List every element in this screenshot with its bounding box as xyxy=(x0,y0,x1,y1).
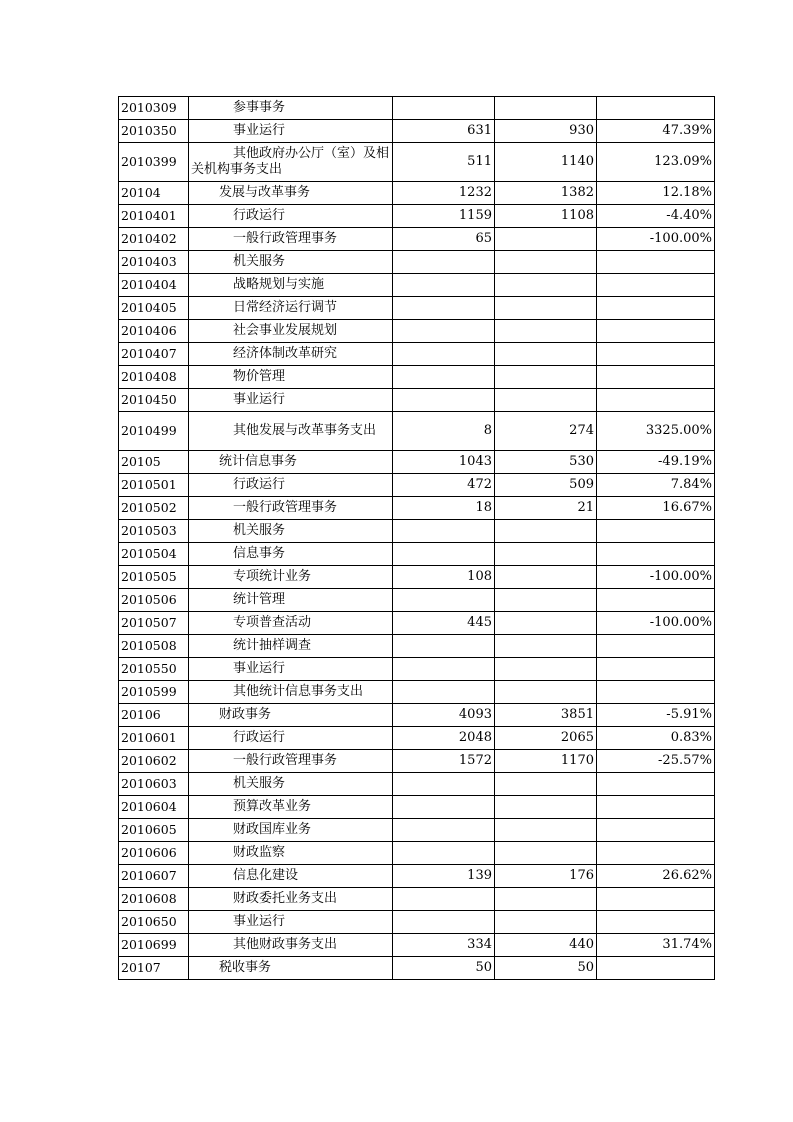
change-percent-cell xyxy=(597,773,715,796)
subject-code-cell: 2010503 xyxy=(119,520,189,543)
amount-cell-1 xyxy=(393,842,495,865)
subject-name-cell: 物价管理 xyxy=(189,366,393,389)
budget-expenditure-table xyxy=(118,96,715,980)
table-row xyxy=(119,773,715,796)
amount-cell-1 xyxy=(393,251,495,274)
subject-code-cell: 2010407 xyxy=(119,343,189,366)
table-row xyxy=(119,727,715,750)
amount-cell-1: 50 xyxy=(393,957,495,980)
amount-cell-2: 509 xyxy=(495,474,597,497)
subject-code-cell: 2010604 xyxy=(119,796,189,819)
amount-cell-2 xyxy=(495,343,597,366)
subject-code-cell: 20104 xyxy=(119,182,189,205)
table-row xyxy=(119,251,715,274)
change-percent-cell xyxy=(597,389,715,412)
subject-name-cell: 信息化建设 xyxy=(189,865,393,888)
subject-name-cell: 信息事务 xyxy=(189,543,393,566)
subject-code-cell: 2010402 xyxy=(119,228,189,251)
subject-name-cell: 一般行政管理事务 xyxy=(189,750,393,773)
subject-name-cell: 一般行政管理事务 xyxy=(189,497,393,520)
subject-code-cell: 2010650 xyxy=(119,911,189,934)
subject-code-cell: 20106 xyxy=(119,704,189,727)
change-percent-cell xyxy=(597,911,715,934)
change-percent-cell xyxy=(597,97,715,120)
table-row xyxy=(119,143,715,182)
change-percent-cell xyxy=(597,681,715,704)
subject-name-cell: 事业运行 xyxy=(189,389,393,412)
change-percent-cell: -5.91% xyxy=(597,704,715,727)
subject-name-cell: 经济体制改革研究 xyxy=(189,343,393,366)
subject-code-cell: 2010602 xyxy=(119,750,189,773)
table-row xyxy=(119,911,715,934)
amount-cell-1: 18 xyxy=(393,497,495,520)
change-percent-cell xyxy=(597,520,715,543)
amount-cell-2 xyxy=(495,389,597,412)
table-row xyxy=(119,297,715,320)
amount-cell-2 xyxy=(495,543,597,566)
amount-cell-2 xyxy=(495,566,597,589)
subject-name-cell: 行政运行 xyxy=(189,474,393,497)
amount-cell-2 xyxy=(495,796,597,819)
change-percent-cell xyxy=(597,343,715,366)
subject-code-cell: 2010404 xyxy=(119,274,189,297)
amount-cell-2 xyxy=(495,520,597,543)
amount-cell-1: 65 xyxy=(393,228,495,251)
amount-cell-1 xyxy=(393,658,495,681)
amount-cell-1 xyxy=(393,320,495,343)
subject-name-cell: 其他政府办公厅（室）及相关机构事务支出 xyxy=(189,143,393,182)
change-percent-cell xyxy=(597,888,715,911)
amount-cell-2: 440 xyxy=(495,934,597,957)
change-percent-cell: 16.67% xyxy=(597,497,715,520)
table-row xyxy=(119,589,715,612)
subject-code-cell: 2010605 xyxy=(119,819,189,842)
subject-name-cell: 事业运行 xyxy=(189,658,393,681)
subject-name-cell: 事业运行 xyxy=(189,120,393,143)
amount-cell-1 xyxy=(393,681,495,704)
table-row xyxy=(119,842,715,865)
subject-code-cell: 2010607 xyxy=(119,865,189,888)
change-percent-cell xyxy=(597,543,715,566)
table-row xyxy=(119,934,715,957)
subject-name-cell: 一般行政管理事务 xyxy=(189,228,393,251)
change-percent-cell xyxy=(597,366,715,389)
amount-cell-2 xyxy=(495,888,597,911)
amount-cell-2: 930 xyxy=(495,120,597,143)
change-percent-cell: 7.84% xyxy=(597,474,715,497)
amount-cell-1: 8 xyxy=(393,412,495,451)
amount-cell-2 xyxy=(495,681,597,704)
amount-cell-2 xyxy=(495,635,597,658)
table-row xyxy=(119,451,715,474)
amount-cell-1: 1043 xyxy=(393,451,495,474)
amount-cell-2 xyxy=(495,297,597,320)
subject-name-cell: 其他发展与改革事务支出 xyxy=(189,412,393,451)
subject-name-cell: 行政运行 xyxy=(189,205,393,228)
subject-name-cell: 机关服务 xyxy=(189,251,393,274)
subject-code-cell: 2010506 xyxy=(119,589,189,612)
subject-code-cell: 2010408 xyxy=(119,366,189,389)
amount-cell-1 xyxy=(393,389,495,412)
subject-code-cell: 2010505 xyxy=(119,566,189,589)
table-row xyxy=(119,566,715,589)
amount-cell-1 xyxy=(393,366,495,389)
amount-cell-1: 1572 xyxy=(393,750,495,773)
amount-cell-1 xyxy=(393,297,495,320)
amount-cell-2: 3851 xyxy=(495,704,597,727)
change-percent-cell: -4.40% xyxy=(597,205,715,228)
amount-cell-1: 139 xyxy=(393,865,495,888)
change-percent-cell xyxy=(597,274,715,297)
subject-code-cell: 2010599 xyxy=(119,681,189,704)
table-row xyxy=(119,635,715,658)
amount-cell-1: 108 xyxy=(393,566,495,589)
subject-name-cell: 税收事务 xyxy=(189,957,393,980)
subject-name-cell: 机关服务 xyxy=(189,773,393,796)
table-row xyxy=(119,205,715,228)
amount-cell-1 xyxy=(393,819,495,842)
table-row xyxy=(119,658,715,681)
amount-cell-1 xyxy=(393,543,495,566)
table-row xyxy=(119,888,715,911)
change-percent-cell xyxy=(597,796,715,819)
table-row xyxy=(119,389,715,412)
change-percent-cell xyxy=(597,251,715,274)
change-percent-cell: 31.74% xyxy=(597,934,715,957)
change-percent-cell: 47.39% xyxy=(597,120,715,143)
amount-cell-1: 631 xyxy=(393,120,495,143)
subject-code-cell: 2010450 xyxy=(119,389,189,412)
subject-name-cell: 统计管理 xyxy=(189,589,393,612)
amount-cell-1: 445 xyxy=(393,612,495,635)
amount-cell-1 xyxy=(393,97,495,120)
table-row xyxy=(119,228,715,251)
table-row xyxy=(119,497,715,520)
subject-code-cell: 2010508 xyxy=(119,635,189,658)
amount-cell-2 xyxy=(495,97,597,120)
amount-cell-2: 21 xyxy=(495,497,597,520)
change-percent-cell xyxy=(597,819,715,842)
subject-code-cell: 2010502 xyxy=(119,497,189,520)
subject-code-cell: 20105 xyxy=(119,451,189,474)
amount-cell-1 xyxy=(393,589,495,612)
subject-code-cell: 2010406 xyxy=(119,320,189,343)
amount-cell-2 xyxy=(495,842,597,865)
subject-code-cell: 2010403 xyxy=(119,251,189,274)
amount-cell-1 xyxy=(393,888,495,911)
subject-name-cell: 事业运行 xyxy=(189,911,393,934)
subject-code-cell: 2010608 xyxy=(119,888,189,911)
subject-name-cell: 财政事务 xyxy=(189,704,393,727)
subject-name-cell: 预算改革业务 xyxy=(189,796,393,819)
amount-cell-1 xyxy=(393,343,495,366)
subject-code-cell: 2010405 xyxy=(119,297,189,320)
amount-cell-1: 1159 xyxy=(393,205,495,228)
subject-name-cell: 统计抽样调查 xyxy=(189,635,393,658)
amount-cell-1: 511 xyxy=(393,143,495,182)
table-row xyxy=(119,474,715,497)
subject-code-cell: 2010507 xyxy=(119,612,189,635)
amount-cell-1: 472 xyxy=(393,474,495,497)
change-percent-cell xyxy=(597,957,715,980)
subject-name-cell: 财政国库业务 xyxy=(189,819,393,842)
amount-cell-2: 1382 xyxy=(495,182,597,205)
subject-code-cell: 2010309 xyxy=(119,97,189,120)
table-row xyxy=(119,681,715,704)
subject-name-cell: 发展与改革事务 xyxy=(189,182,393,205)
subject-code-cell: 2010499 xyxy=(119,412,189,451)
subject-name-cell: 战略规划与实施 xyxy=(189,274,393,297)
change-percent-cell xyxy=(597,842,715,865)
table-row xyxy=(119,750,715,773)
amount-cell-1: 4093 xyxy=(393,704,495,727)
amount-cell-2: 1140 xyxy=(495,143,597,182)
amount-cell-1 xyxy=(393,274,495,297)
subject-name-cell: 财政监察 xyxy=(189,842,393,865)
subject-name-cell: 机关服务 xyxy=(189,520,393,543)
amount-cell-2: 50 xyxy=(495,957,597,980)
change-percent-cell: 12.18% xyxy=(597,182,715,205)
table-row xyxy=(119,366,715,389)
amount-cell-2: 1108 xyxy=(495,205,597,228)
change-percent-cell: -100.00% xyxy=(597,612,715,635)
subject-code-cell: 2010401 xyxy=(119,205,189,228)
change-percent-cell: -100.00% xyxy=(597,566,715,589)
amount-cell-2 xyxy=(495,819,597,842)
table-row xyxy=(119,520,715,543)
amount-cell-2: 530 xyxy=(495,451,597,474)
change-percent-cell xyxy=(597,658,715,681)
subject-name-cell: 日常经济运行调节 xyxy=(189,297,393,320)
table-row xyxy=(119,120,715,143)
amount-cell-2 xyxy=(495,320,597,343)
amount-cell-1 xyxy=(393,796,495,819)
table-row xyxy=(119,957,715,980)
amount-cell-1 xyxy=(393,773,495,796)
subject-name-cell: 其他财政事务支出 xyxy=(189,934,393,957)
subject-code-cell: 2010550 xyxy=(119,658,189,681)
subject-code-cell: 2010350 xyxy=(119,120,189,143)
amount-cell-2 xyxy=(495,228,597,251)
amount-cell-2 xyxy=(495,589,597,612)
change-percent-cell xyxy=(597,589,715,612)
subject-code-cell: 2010699 xyxy=(119,934,189,957)
table-row xyxy=(119,543,715,566)
table-row xyxy=(119,274,715,297)
subject-code-cell: 2010501 xyxy=(119,474,189,497)
amount-cell-2 xyxy=(495,612,597,635)
table-body xyxy=(119,97,715,980)
change-percent-cell: -49.19% xyxy=(597,451,715,474)
subject-name-cell: 专项统计业务 xyxy=(189,566,393,589)
table-row xyxy=(119,704,715,727)
subject-code-cell: 2010504 xyxy=(119,543,189,566)
amount-cell-2 xyxy=(495,366,597,389)
change-percent-cell: 0.83% xyxy=(597,727,715,750)
amount-cell-2: 176 xyxy=(495,865,597,888)
subject-code-cell: 20107 xyxy=(119,957,189,980)
subject-code-cell: 2010603 xyxy=(119,773,189,796)
table-row xyxy=(119,865,715,888)
amount-cell-2 xyxy=(495,773,597,796)
amount-cell-2 xyxy=(495,911,597,934)
amount-cell-2 xyxy=(495,251,597,274)
table-row xyxy=(119,97,715,120)
amount-cell-2: 274 xyxy=(495,412,597,451)
table-row xyxy=(119,612,715,635)
subject-name-cell: 专项普查活动 xyxy=(189,612,393,635)
subject-name-cell: 财政委托业务支出 xyxy=(189,888,393,911)
table-row xyxy=(119,182,715,205)
subject-name-cell: 参事事务 xyxy=(189,97,393,120)
change-percent-cell: -100.00% xyxy=(597,228,715,251)
change-percent-cell xyxy=(597,320,715,343)
subject-name-cell: 其他统计信息事务支出 xyxy=(189,681,393,704)
change-percent-cell: 123.09% xyxy=(597,143,715,182)
subject-name-cell: 行政运行 xyxy=(189,727,393,750)
subject-code-cell: 2010399 xyxy=(119,143,189,182)
change-percent-cell: -25.57% xyxy=(597,750,715,773)
amount-cell-1 xyxy=(393,520,495,543)
amount-cell-2 xyxy=(495,274,597,297)
amount-cell-1: 1232 xyxy=(393,182,495,205)
amount-cell-1 xyxy=(393,911,495,934)
subject-name-cell: 统计信息事务 xyxy=(189,451,393,474)
amount-cell-2: 2065 xyxy=(495,727,597,750)
change-percent-cell: 26.62% xyxy=(597,865,715,888)
change-percent-cell xyxy=(597,635,715,658)
change-percent-cell: 3325.00% xyxy=(597,412,715,451)
table-row xyxy=(119,343,715,366)
table-row xyxy=(119,819,715,842)
amount-cell-1: 334 xyxy=(393,934,495,957)
change-percent-cell xyxy=(597,297,715,320)
subject-code-cell: 2010601 xyxy=(119,727,189,750)
amount-cell-1: 2048 xyxy=(393,727,495,750)
amount-cell-2 xyxy=(495,658,597,681)
amount-cell-1 xyxy=(393,635,495,658)
table-row xyxy=(119,320,715,343)
amount-cell-2: 1170 xyxy=(495,750,597,773)
table-row xyxy=(119,412,715,451)
subject-name-cell: 社会事业发展规划 xyxy=(189,320,393,343)
table-row xyxy=(119,796,715,819)
subject-code-cell: 2010606 xyxy=(119,842,189,865)
